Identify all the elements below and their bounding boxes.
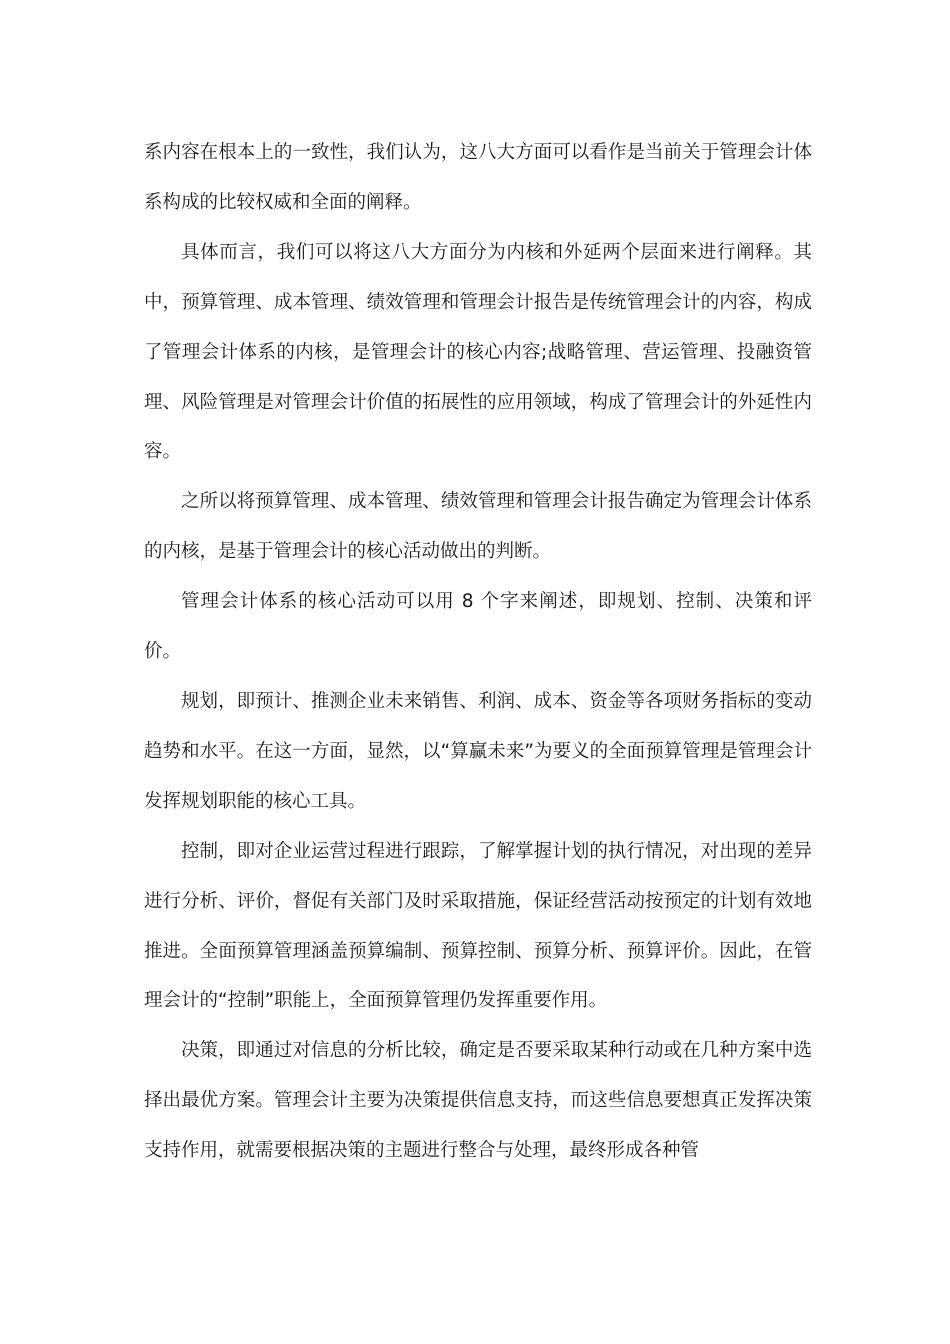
paragraph: 决策，即通过对信息的分析比较，确定是否要采取某种行动或在几种方案中选择出最优方案。管理会计主要为决策提供信息支持，而这些信息要想真正发挥决策支持作用，就需要根据决策的主题进行整合与处理，最终形成各种管 (144, 1040, 812, 1162)
paragraph: 规划，即预计、推测企业未来销售、利润、成本、资金等各项财务指标的变动趋势和水平。在这一方面，显然，以“算赢未来”为要义的全面预算管理是管理会计发挥规划职能的核心工具。 (144, 690, 812, 812)
paragraph: 控制，即对企业运营过程进行跟踪，了解掌握计划的执行情况，对出现的差异进行分析、评价，督促有关部门及时采取措施，保证经营活动按预定的计划有效地推进。全面预算管理涵盖预算编制、预算控制、预算分析、预算评价。因此，在管理会计的“控制”职能上，全面预算管理仍发挥重要作用。 (144, 840, 812, 1012)
paragraph: 之所以将预算管理、成本管理、绩效管理和管理会计报告确定为管理会计体系的内核，是基于管理会计的核心活动做出的判断。 (144, 491, 812, 563)
paragraph: 具体而言，我们可以将这八大方面分为内核和外延两个层面来进行阐释。其中，预算管理、成本管理、绩效管理和管理会计报告是传统管理会计的内容，构成了管理会计体系的内核，是管理会计的核心内容;战略管理、营运管理、投融资管理、风险管理是对管理会计价值的拓展性的应用领域，构成了管理会计的外延性内容。 (144, 241, 812, 463)
paragraph: 管理会计体系的核心活动可以用 8 个字来阐述，即规划、控制、决策和评价。 (144, 591, 812, 663)
document-body (144, 128, 812, 1176)
paragraph: 系内容在根本上的一致性，我们认为，这八大方面可以看作是当前关于管理会计体系构成的比较权威和全面的阐释。 (144, 142, 812, 213)
